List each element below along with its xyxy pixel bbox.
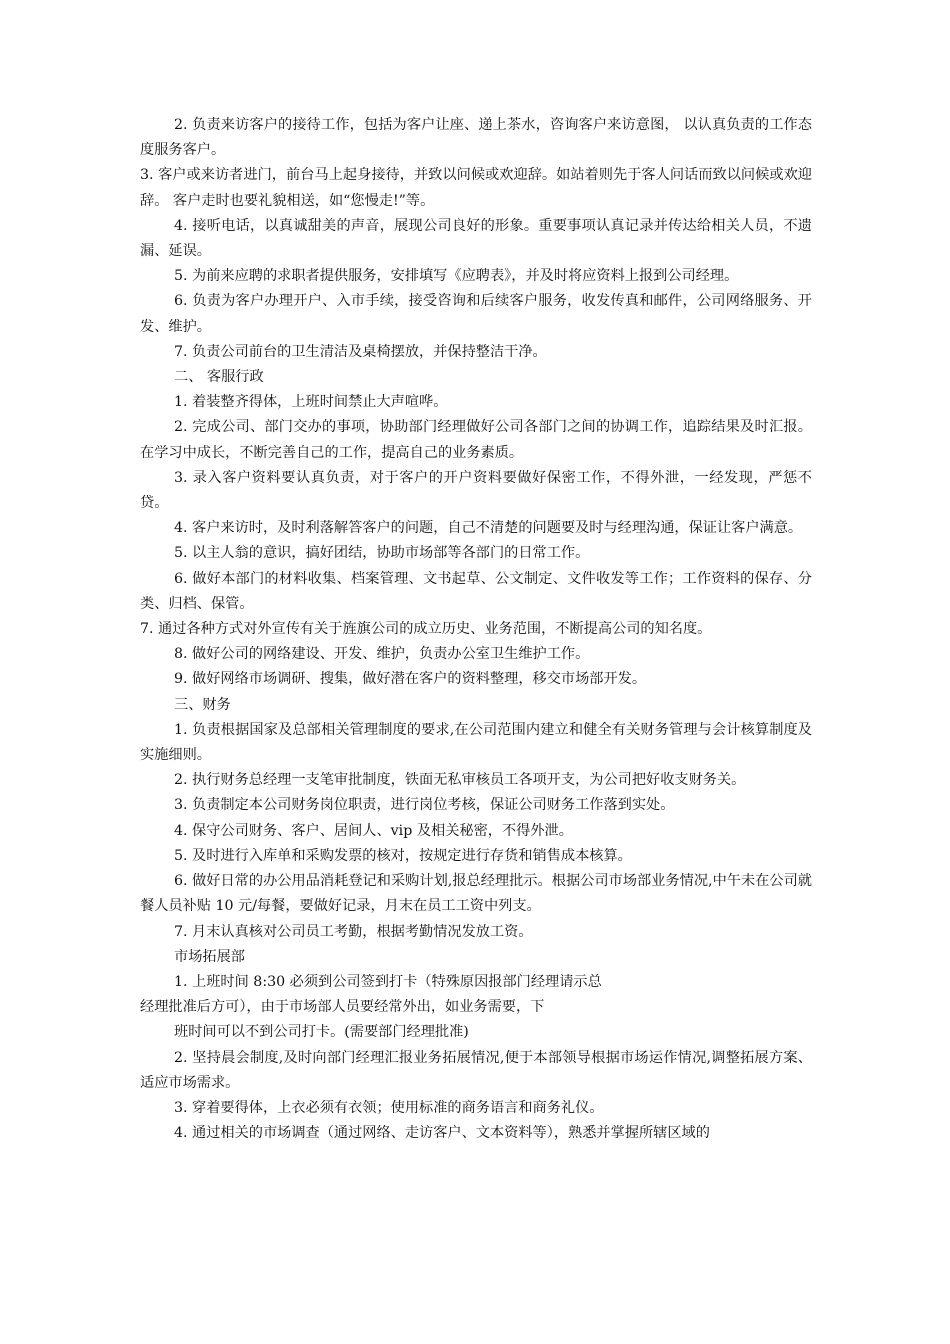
section-heading-admin: 二、 客服行政 [174,369,264,386]
paragraph-finance-2: 2. 执行财务总经理一支笔审批制度，铁面无私审核员工各项开支，为公司把好收支财务关。 [174,772,746,789]
paragraph-market-2: 2. 坚持晨会制度,及时向部门经理汇报业务拓展情况,便于本部领导根据市场运作情况,调整拓展方案、适应市场需求。 [140,1049,812,1091]
paragraph-market-3: 3. 穿着要得体，上衣必须有衣领；使用标准的商务语言和商务礼仪。 [174,1099,604,1116]
document-page [140,113,812,1146]
paragraph-finance-3: 3. 负责制定本公司财务岗位职责，进行岗位考核，保证公司财务工作落到实处。 [174,797,675,814]
paragraph-reception-3: 3. 客户或来访者进门，前台马上起身接待，并致以问候或欢迎辞。如站着则先于客人问话而致以问候或欢迎辞。 客户走时也要礼貌相送，如“您慢走!”等。 [140,167,812,209]
paragraph-reception-6: 6. 负责为客户办理开户、入市手续，接受咨询和后续客户服务，收发传真和邮件，公司网络服务、开发、维护。 [140,293,812,335]
paragraph-admin-6: 6. 做好本部门的材料收集、档案管理、文书起草、公文制定、文件收发等工作；工作资料的保存、分类、归档、保管。 [140,570,812,612]
paragraph-admin-2: 2. 完成公司、部门交办的事项，协助部门经理做好公司各部门之间的协调工作，追踪结果及时汇报。在学习中成长，不断完善自己的工作，提高自己的业务素质。 [140,419,812,461]
paragraph-finance-4: 4. 保守公司财务、客户、居间人、vip 及相关秘密，不得外泄。 [174,822,573,839]
paragraph-finance-6: 6. 做好日常的办公用品消耗登记和采购计划,报总经理批示。根据公司市场部业务情况,中午未在公司就餐人员补贴 10 元/每餐，要做好记录，月末在员工工资中列支。 [140,873,812,915]
paragraph-admin-8: 8. 做好公司的网络建设、开发、维护，负责办公室卫生维护工作。 [174,646,590,663]
paragraph-finance-7: 7. 月末认真核对公司员工考勤，根据考勤情况发放工资。 [174,923,533,940]
section-heading-finance: 三、财务 [174,696,231,713]
paragraph-market-1c: 班时间可以不到公司打卡。(需要部门经理批准) [174,1024,469,1041]
paragraph-finance-5: 5. 及时进行入库单和采购发票的核对，按规定进行存货和销售成本核算。 [174,847,632,864]
section-heading-market: 市场拓展部 [174,948,245,965]
paragraph-admin-3: 3. 录入客户资料要认真负责，对于客户的开户资料要做好保密工作，不得外泄，一经发现，严惩不贷。 [140,469,812,512]
paragraph-admin-7: 7. 通过各种方式对外宣传有关于旌旗公司的成立历史、业务范围，不断提高公司的知名度。 [140,621,712,638]
paragraph-admin-4: 4. 客户来访时，及时利落解答客户的问题，自己不清楚的问题要及时与经理沟通，保证让客户满意。 [174,520,803,537]
paragraph-finance-1: 1. 负责根据国家及总部相关管理制度的要求,在公司范围内建立和健全有关财务管理与会计核算制度及实施细则。 [140,721,812,764]
paragraph-market-1a: 1. 上班时间 8:30 必须到公司签到打卡（特殊原因报部门经理请示总 [174,973,602,990]
paragraph-admin-1: 1. 着装整齐得体，上班时间禁止大声喧哗。 [174,394,448,411]
paragraph-reception-2: 2. 负责来访客户的接待工作，包括为客户让座、递上茶水，咨询客户来访意图， 以认真负责的工作态度服务客户。 [140,117,812,159]
paragraph-admin-9: 9. 做好网络市场调研、搜集，做好潜在客户的资料整理，移交市场部开发。 [174,671,647,688]
paragraph-admin-5: 5. 以主人翁的意识，搞好团结，协助市场部等各部门的日常工作。 [174,545,590,562]
paragraph-reception-5: 5. 为前来应聘的求职者提供服务，安排填写《应聘表》，并及时将应资料上报到公司经理。 [174,268,739,285]
paragraph-reception-4: 4. 接听电话，以真诚甜美的声音，展现公司良好的形象。重要事项认真记录并传达给相关人员，不遗漏、延误。 [140,217,812,260]
paragraph-market-1b: 经理批准后方可），由于市场部人员要经常外出，如业务需要，下 [140,999,545,1016]
paragraph-market-4: 4. 通过相关的市场调查（通过网络、走访客户、文本资料等），熟悉并掌握所辖区域的 [174,1125,710,1142]
paragraph-reception-7: 7. 负责公司前台的卫生清洁及桌椅摆放，并保持整洁干净。 [174,343,547,360]
